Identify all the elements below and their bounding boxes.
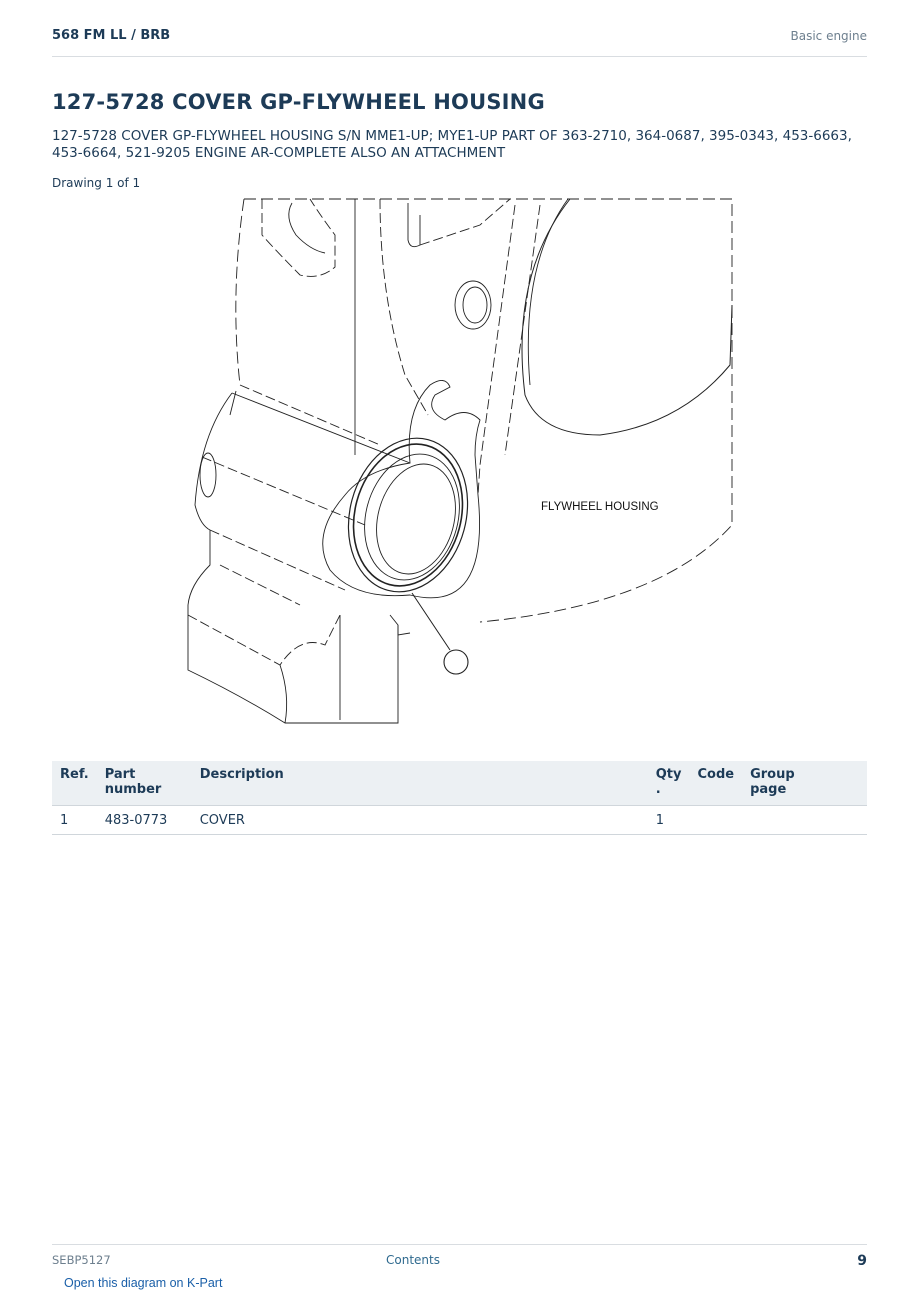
row-group-page	[742, 806, 867, 835]
table-header-row	[52, 761, 867, 806]
row-description: COVER	[192, 806, 648, 835]
col-part-number: Part number	[97, 761, 192, 806]
contents-link[interactable]: Contents	[386, 1253, 440, 1267]
col-qty	[648, 761, 690, 806]
col-qty-line2: .	[655, 782, 661, 797]
parts-diagram	[180, 195, 740, 730]
col-ref: Ref.	[52, 761, 97, 806]
drawing-counter: Drawing 1 of 1	[52, 176, 141, 190]
flywheel-housing-label: FLYWHEEL HOUSING	[541, 501, 659, 513]
parts-table	[52, 761, 867, 835]
col-group-line1: Group	[750, 767, 795, 782]
col-group-page	[742, 761, 867, 806]
col-group-line2: page	[750, 782, 787, 797]
table-row	[52, 806, 867, 835]
col-qty-line1: Qty	[655, 767, 682, 782]
page-title: 127-5728 COVER GP-FLYWHEEL HOUSING	[52, 90, 545, 114]
col-description: Description	[192, 761, 648, 806]
row-ref: 1	[52, 806, 97, 835]
row-qty: 1	[648, 806, 690, 835]
open-kpart-link[interactable]: Open this diagram on K-Part	[64, 1276, 223, 1290]
row-code	[689, 806, 742, 835]
document-id: SEBP5127	[52, 1253, 111, 1267]
col-code: Code	[689, 761, 742, 806]
row-part-number: 483-0773	[97, 806, 192, 835]
page-footer	[52, 1244, 867, 1275]
page-number: 9	[857, 1253, 867, 1269]
section-name: Basic engine	[790, 29, 867, 43]
page-header	[52, 28, 867, 57]
model-breadcrumb: 568 FM LL / BRB	[52, 28, 171, 43]
group-description: 127-5728 COVER GP-FLYWHEEL HOUSING S/N MME1-UP; MYE1-UP PART OF 363-2710, 364-0687, 395-0343, 453-6663, 453-6664, 521-9205 ENGINE AR-COMPLETE ALSO AN ATTACHMENT	[52, 128, 852, 161]
